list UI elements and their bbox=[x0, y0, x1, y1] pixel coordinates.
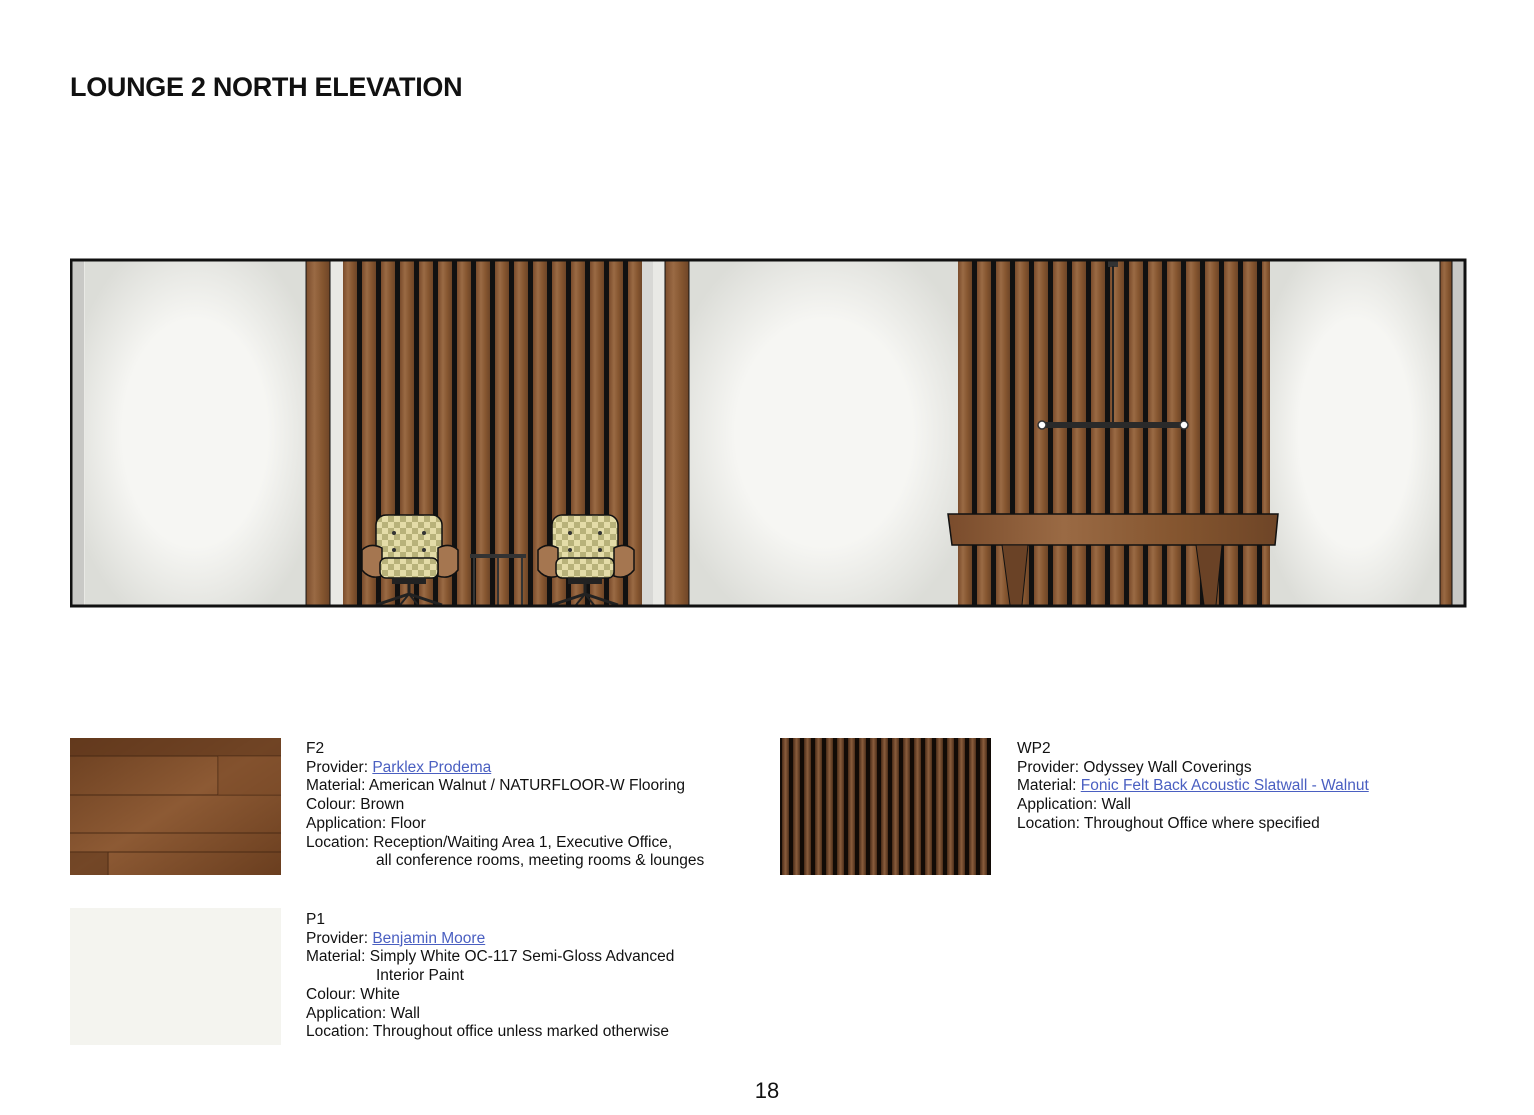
white-wall-panel bbox=[85, 261, 305, 605]
spec-location: Location: Reception/Waiting Area 1, Executive Office, bbox=[306, 833, 673, 851]
spec-material: Material: Simply White OC-117 Semi-Gloss Advanced bbox=[306, 948, 675, 966]
spec-material bbox=[1017, 777, 1369, 796]
spec-colour: Colour: White bbox=[306, 985, 400, 1003]
walnut-post bbox=[1440, 261, 1452, 605]
spec-provider bbox=[306, 759, 704, 778]
spec-p1 bbox=[306, 911, 674, 1042]
spec-location-continued: all conference rooms, meeting rooms & lounges bbox=[376, 852, 705, 870]
spec-wp2 bbox=[1017, 740, 1369, 834]
spec-application: Application: Floor bbox=[306, 814, 426, 832]
elevation-drawing bbox=[70, 258, 1468, 610]
white-paint-swatch bbox=[70, 908, 281, 1045]
spec-provider: Provider: Odyssey Wall Coverings bbox=[1017, 758, 1252, 776]
walnut-post bbox=[665, 261, 689, 605]
spec-code: F2 bbox=[306, 740, 325, 757]
walnut-post bbox=[306, 261, 330, 605]
spec-f2 bbox=[306, 740, 704, 871]
walnut-slatwall-swatch bbox=[780, 738, 991, 875]
spec-provider bbox=[306, 930, 674, 949]
spec-application: Application: Wall bbox=[1017, 796, 1132, 814]
spec-location: Location: Throughout office unless marked otherwise bbox=[306, 1023, 670, 1041]
spec-application: Application: Wall bbox=[306, 1004, 421, 1022]
spec-material: Material: American Walnut / NATURFLOOR-W Flooring bbox=[306, 777, 685, 795]
white-wall-panel bbox=[690, 261, 958, 605]
spec-location: Location: Throughout Office where specified bbox=[1017, 814, 1320, 832]
spec-code: P1 bbox=[306, 911, 325, 928]
spec-material-continued: Interior Paint bbox=[376, 967, 464, 985]
provider-link[interactable]: Benjamin Moore bbox=[372, 929, 486, 947]
walnut-wood-swatch bbox=[70, 738, 281, 875]
page-title: LOUNGE 2 NORTH ELEVATION bbox=[70, 72, 463, 102]
spec-code: WP2 bbox=[1017, 740, 1051, 757]
end-wall-left bbox=[72, 261, 84, 605]
material-label: Material: bbox=[1017, 777, 1081, 795]
white-wall-panel bbox=[1270, 261, 1440, 605]
provider-link[interactable]: Parklex Prodema bbox=[372, 758, 492, 776]
material-link[interactable]: Fonic Felt Back Acoustic Slatwall - Walnut bbox=[1080, 777, 1369, 795]
spec-colour: Colour: Brown bbox=[306, 796, 405, 814]
end-wall-right bbox=[1452, 261, 1464, 605]
provider-label: Provider: bbox=[306, 758, 373, 776]
provider-label: Provider: bbox=[306, 929, 373, 947]
page-number: 18 bbox=[754, 1078, 780, 1103]
